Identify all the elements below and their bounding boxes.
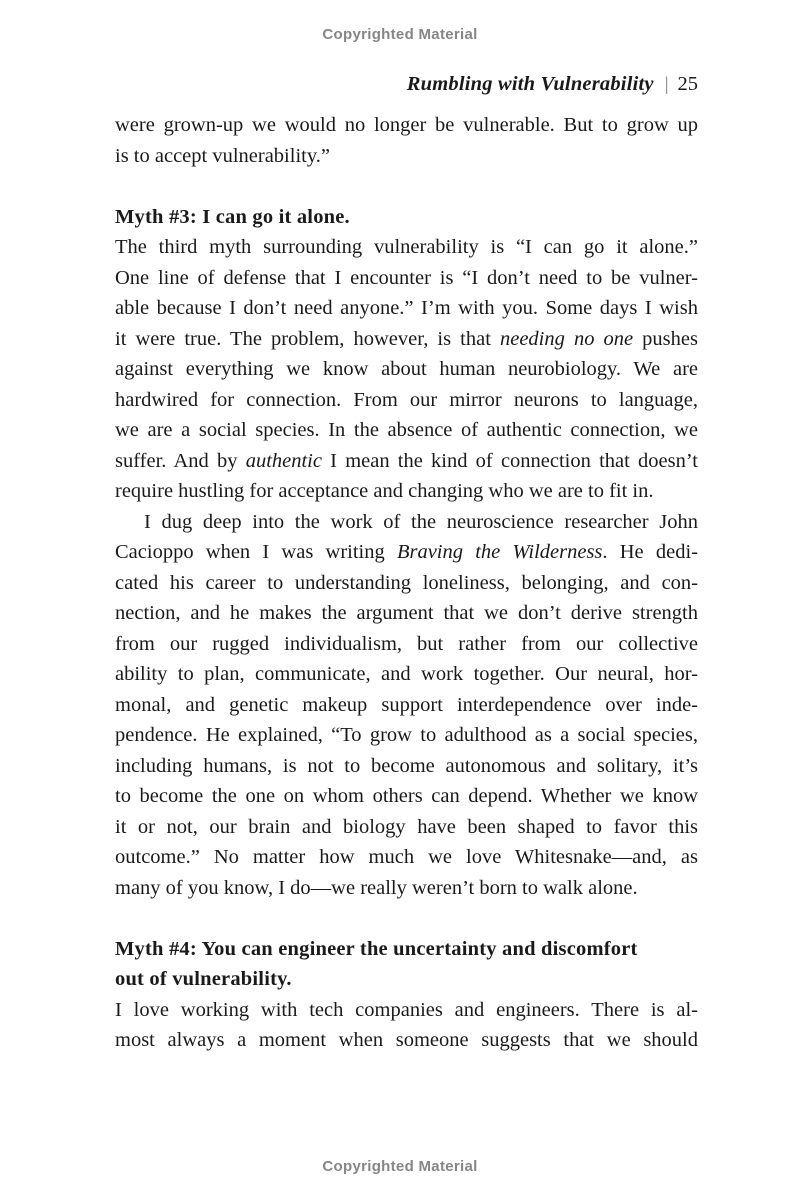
- text-line: Cacioppo when I was writing Braving the Wilderness. He dedi-: [115, 541, 698, 563]
- text-line: we are a social species. In the absence of authentic connection, we: [115, 419, 698, 441]
- text-line: Myth #4: You can engineer the uncertainty and discomfort: [115, 937, 638, 960]
- text-line: suffer. And by authentic I mean the kind of connection that doesn’t: [115, 449, 698, 472]
- text-line: One line of defense that I encounter is “I don’t need to be vulner-: [115, 266, 698, 289]
- text-line: nection, and he makes the argument that we don’t derive strength: [115, 602, 698, 624]
- section-heading: [115, 202, 698, 233]
- text-line: it or not, our brain and biology have been shaped to favor this: [115, 815, 698, 838]
- text-line: I love working with tech companies and engineers. There is al-: [115, 998, 698, 1021]
- text-line: including humans, is not to become autonomous and solitary, it’s: [115, 754, 698, 777]
- text-line: Myth #3: I can go it alone.: [115, 205, 350, 228]
- paragraph: [115, 232, 698, 507]
- page-number: 25: [677, 73, 698, 95]
- text-line: against everything we know about human neurobiology. We are: [115, 358, 698, 380]
- paragraph-spacer: [115, 903, 698, 934]
- body-text: [115, 110, 698, 1056]
- text-line: from our rugged individualism, but rather from our collective: [115, 632, 698, 655]
- paragraph: [115, 995, 698, 1056]
- header-separator: |: [664, 74, 669, 95]
- paragraph-spacer: [115, 171, 698, 202]
- text-line: is to accept vulnerability.”: [115, 144, 330, 167]
- text-line: pendence. He explained, “To grow to adulthood as a social species,: [115, 724, 698, 746]
- text-line: hardwired for connection. From our mirror neurons to language,: [115, 388, 698, 411]
- paragraph: [115, 507, 698, 904]
- paragraph: [115, 110, 698, 171]
- text-line: able because I don’t need anyone.” I’m with you. Some days I wish: [115, 297, 698, 319]
- text-line: cated his career to understanding loneliness, belonging, and con-: [115, 571, 698, 594]
- text-line: to become the one on whom others can depend. Whether we know: [115, 785, 698, 807]
- page-header: [115, 73, 698, 96]
- text-line: require hustling for acceptance and changing who we are to fit in.: [115, 480, 654, 502]
- copyright-notice-top: Copyrighted Material: [322, 26, 478, 43]
- text-line: it were true. The problem, however, is that needing no one pushes: [115, 327, 698, 350]
- text-line: The third myth surrounding vulnerability is “I can go it alone.”: [115, 236, 698, 258]
- text-line: ability to plan, communicate, and work together. Our neural, hor-: [115, 663, 698, 685]
- copyright-notice-bottom: Copyrighted Material: [322, 1158, 478, 1175]
- text-line: many of you know, I do—we really weren’t born to walk alone.: [115, 876, 638, 899]
- text-line: monal, and genetic makeup support interdependence over inde-: [115, 693, 698, 716]
- text-line: I dug deep into the work of the neuroscience researcher John: [144, 510, 698, 533]
- text-line: out of vulnerability.: [115, 968, 292, 990]
- running-title: Rumbling with Vulnerability: [406, 73, 654, 95]
- text-line: most always a moment when someone suggests that we should: [115, 1029, 698, 1051]
- section-heading: [115, 934, 698, 995]
- text-line: were grown-up we would no longer be vulnerable. But to grow up: [115, 114, 698, 136]
- text-line: outcome.” No matter how much we love Whitesnake—and, as: [115, 846, 698, 868]
